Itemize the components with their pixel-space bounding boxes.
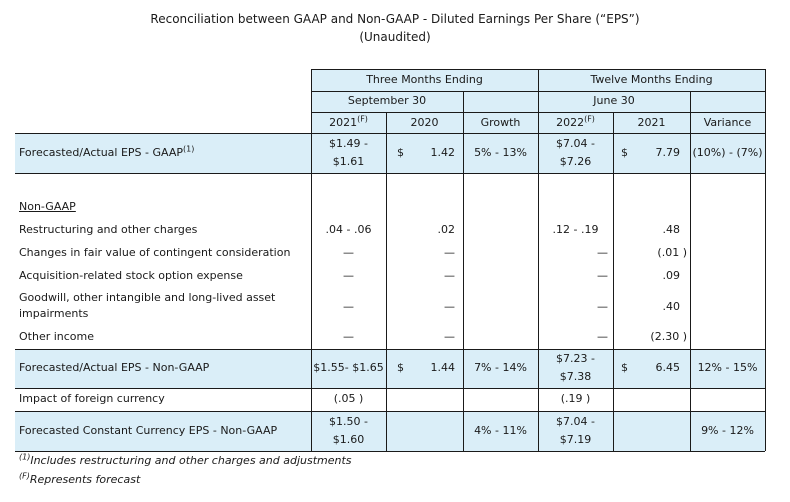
constant-currency-variance: 9% - 12% <box>701 424 754 437</box>
rule <box>15 451 765 452</box>
header-twelve-months: Twelve Months Ending <box>590 73 713 86</box>
restructuring-2021-fy: .48 <box>662 223 680 236</box>
gaap-2020-currency: $ <box>397 146 404 159</box>
rule <box>15 411 765 412</box>
other-income-2021: — <box>343 330 354 343</box>
goodwill-2021-fy: .40 <box>662 300 680 313</box>
rule <box>15 133 765 134</box>
nongaap-eps-label: Forecasted/Actual EPS - Non-GAAP <box>19 361 210 374</box>
rule <box>15 388 765 389</box>
header-jun30: June 30 <box>593 94 635 107</box>
col-rule <box>765 69 766 451</box>
goodwill-2021: — <box>343 300 354 313</box>
nongaap-eps-growth: 7% - 14% <box>474 361 527 374</box>
other-income-2022: — <box>597 330 608 343</box>
header-2020: 2020 <box>410 116 439 129</box>
other-income-2021-fy: (2.30 ) <box>650 330 687 343</box>
gaap-2022-high: $7.26 <box>559 155 592 168</box>
restructuring-label: Restructuring and other charges <box>19 223 198 236</box>
other-income-2020: — <box>444 330 455 343</box>
nongaap-eps-2022-high: $7.38 <box>559 370 592 383</box>
constant-currency-label: Forecasted Constant Currency EPS - Non-GAAP <box>19 424 278 437</box>
gaap-label: Forecasted/Actual EPS - GAAP$^{(1)}$ <box>19 144 195 159</box>
constant-currency-2022-high: $7.19 <box>559 433 592 446</box>
contingent-2022: — <box>597 246 608 259</box>
header-2022: $2022^{(F)}$ <box>556 114 595 129</box>
footnote-forecast: $^{(F)}$Represents forecast <box>19 471 141 486</box>
gaap-variance: (10%) - (7%) <box>692 146 763 159</box>
stock-option-2021-fy: .09 <box>662 269 680 282</box>
constant-currency-2021-low: $1.50 - <box>329 415 368 428</box>
contingent-2021-fy: (.01 ) <box>657 246 687 259</box>
restructuring-2021: .04 - .06 <box>325 223 372 236</box>
constant-currency-2021-high: $1.60 <box>332 433 365 446</box>
restructuring-2020: .02 <box>437 223 455 236</box>
nongaap-eps-2022-low: $7.23 - <box>556 352 595 365</box>
gaap-2022-low: $7.04 - <box>556 137 595 150</box>
rule <box>15 173 765 174</box>
gaap-2021-fy: 7.79 <box>655 146 680 159</box>
report-title: Reconciliation between GAAP and Non-GAAP - Diluted Earnings Per Share (“EPS”) <box>150 12 640 26</box>
gaap-growth: 5% - 13% <box>474 146 527 159</box>
footnote-1: $^{(1)}$Includes restructuring and other charges and adjustments <box>19 452 352 467</box>
goodwill-label-line1: Goodwill, other intangible and long-lived asset <box>19 291 276 304</box>
goodwill-2020: — <box>444 300 455 313</box>
nongaap-eps-2020-currency: $ <box>397 361 404 374</box>
contingent-label: Changes in fair value of contingent consideration <box>19 246 291 259</box>
col-rule <box>690 91 691 451</box>
stock-option-2021: — <box>343 269 354 282</box>
header-sep30: September 30 <box>347 94 427 107</box>
nongaap-eps-2021: $1.55- $1.65 <box>313 361 384 374</box>
header-three-months: Three Months Ending <box>366 73 483 86</box>
stock-option-2022: — <box>597 269 608 282</box>
nongaap-eps-2020: 1.44 <box>430 361 455 374</box>
stock-option-label: Acquisition-related stock option expense <box>19 269 243 282</box>
stock-option-2020: — <box>444 269 455 282</box>
contingent-2020: — <box>444 246 455 259</box>
header-growth: Growth <box>480 116 521 129</box>
fx-2022: (.19 ) <box>560 392 591 405</box>
constant-currency-growth: 4% - 11% <box>474 424 527 437</box>
header-variance: Variance <box>703 116 752 129</box>
gaap-2021-high: $1.61 <box>332 155 365 168</box>
other-income-label: Other income <box>19 330 95 343</box>
header-2021-full-year: 2021 <box>637 116 666 129</box>
fx-label: Impact of foreign currency <box>19 392 165 405</box>
gaap-2021-fy-currency: $ <box>621 146 628 159</box>
goodwill-2022: — <box>597 300 608 313</box>
restructuring-2022: .12 - .19 <box>552 223 599 236</box>
gaap-2021-low: $1.49 - <box>329 137 368 150</box>
gaap-2020: 1.42 <box>430 146 455 159</box>
constant-currency-2022-low: $7.04 - <box>556 415 595 428</box>
nongaap-eps-2021-fy: 6.45 <box>655 361 680 374</box>
header-2021: $2021^{(F)}$ <box>329 114 368 129</box>
fx-2021: (.05 ) <box>333 392 364 405</box>
col-rule <box>463 91 464 451</box>
goodwill-label-line2: impairments <box>19 307 89 320</box>
nongaap-eps-2021-fy-currency: $ <box>621 361 628 374</box>
report-subtitle: (Unaudited) <box>359 30 431 44</box>
rule <box>15 349 765 350</box>
nongaap-eps-variance: 12% - 15% <box>697 361 758 374</box>
nongaap-heading: Non-GAAP <box>19 200 76 213</box>
contingent-2021: — <box>343 246 354 259</box>
